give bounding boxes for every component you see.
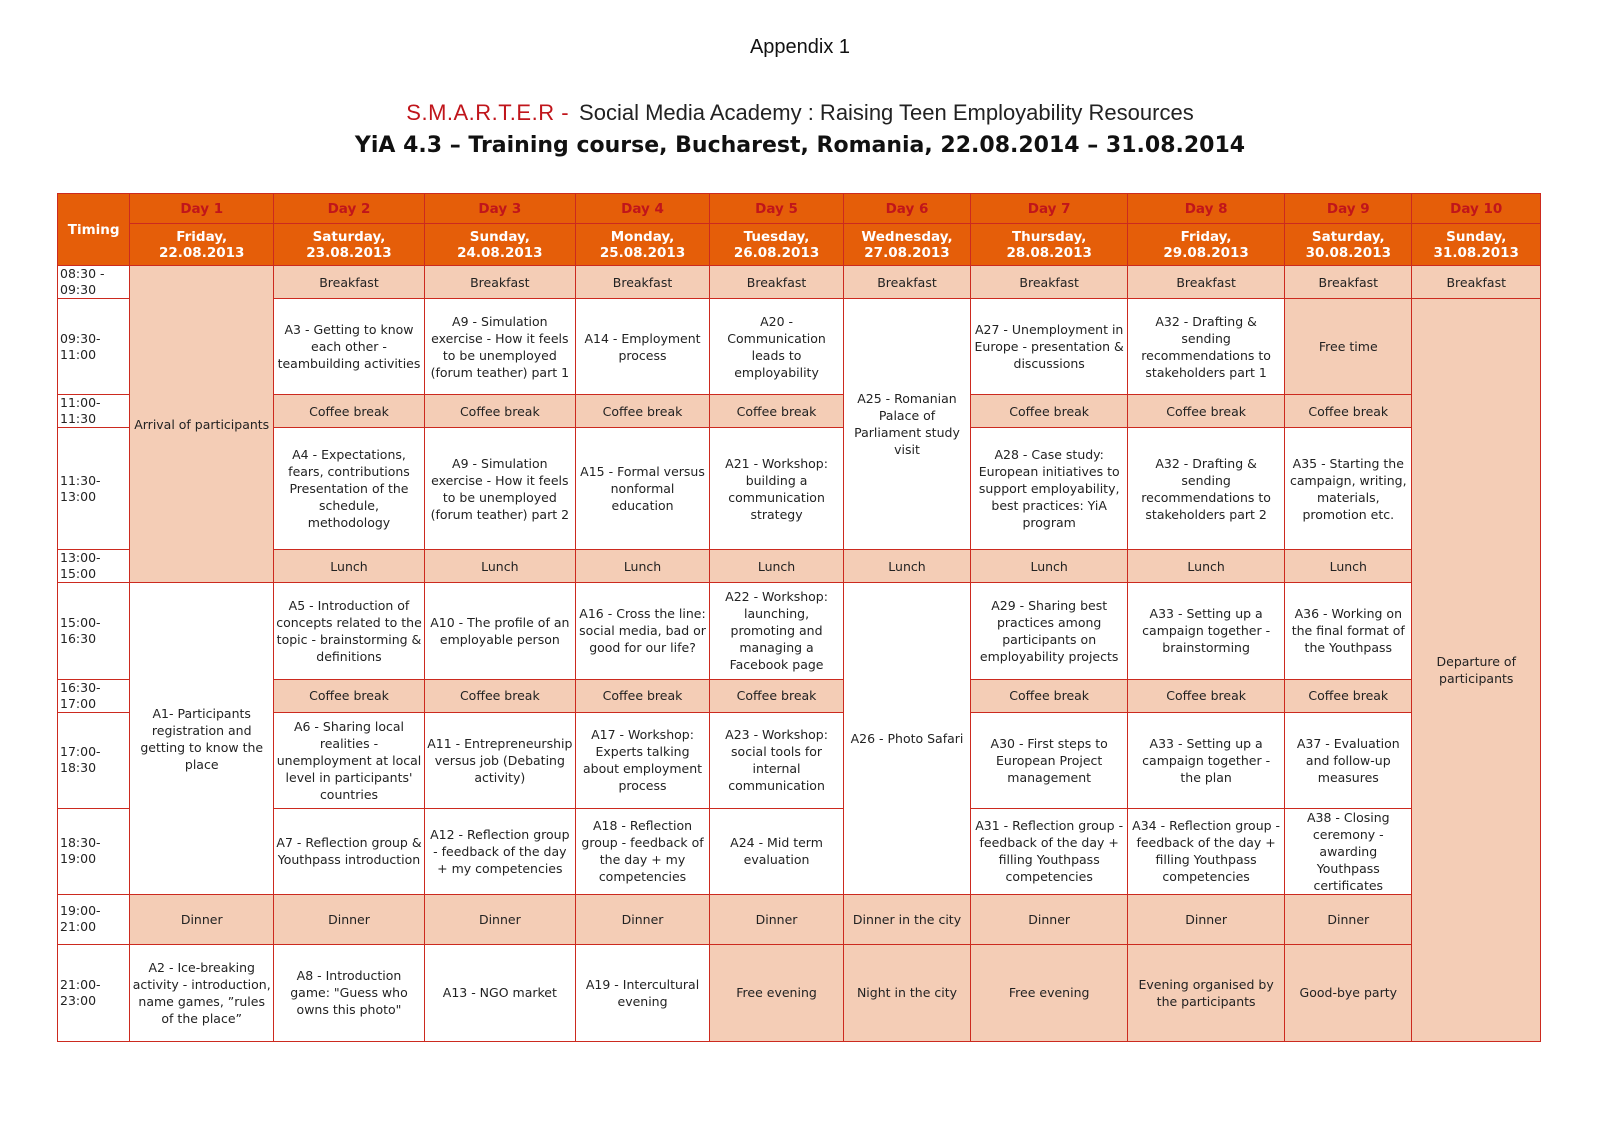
date: 30.08.2013 [1305, 244, 1391, 261]
breakfast-cell: Breakfast [971, 266, 1128, 299]
dinner-cell: Dinner [575, 894, 710, 944]
weekday: Thursday, [1011, 228, 1087, 245]
activity-cell-arrival: Arrival of participants [130, 266, 274, 583]
activity-cell: A15 - Formal versus nonformal education [575, 428, 710, 550]
day-header: Day 9 [1285, 194, 1412, 224]
activity-cell: A9 - Simulation exercise - How it feels to be unemployed (forum teather) part 1 [424, 299, 575, 395]
time-slot: 11:00- 11:30 [58, 395, 130, 428]
time-slot: 17:00- 18:30 [58, 712, 130, 808]
time-slot: 21:00- 23:00 [58, 944, 130, 1041]
time-slot: 08:30 - 09:30 [58, 266, 130, 299]
breakfast-cell: Breakfast [1412, 266, 1541, 299]
activity-cell: A23 - Workshop: social tools for internal communication [710, 712, 844, 808]
activity-cell: A10 - The profile of an employable person [424, 583, 575, 679]
activity-cell: A5 - Introduction of concepts related to the topic - brainstorming & definitions [274, 583, 425, 679]
activity-cell: A22 - Workshop: launching, promoting and managing a Facebook page [710, 583, 844, 679]
dinner-cell: Dinner [1285, 894, 1412, 944]
activity-cell-departure: Departure of participants [1412, 299, 1541, 1042]
day-header: Day 5 [710, 194, 844, 224]
header-row-dates [58, 224, 1541, 266]
lunch-cell: Lunch [710, 550, 844, 583]
lunch-cell: Lunch [424, 550, 575, 583]
activity-cell: A12 - Reflection group - feedback of the day + my competencies [424, 808, 575, 894]
date: 26.08.2013 [733, 244, 820, 261]
date-header [424, 224, 575, 266]
activity-cell: Good-bye party [1285, 944, 1412, 1041]
coffee-break-cell: Coffee break [575, 679, 710, 712]
lunch-cell: Lunch [1128, 550, 1285, 583]
activity-cell: A3 - Getting to know each other - teambuilding activities [274, 299, 425, 395]
activity-cell: Free evening [710, 944, 844, 1041]
breakfast-cell: Breakfast [710, 266, 844, 299]
dinner-cell: Dinner [971, 894, 1128, 944]
date-header [710, 224, 844, 266]
time-slot: 19:00- 21:00 [58, 894, 130, 944]
date-header [575, 224, 710, 266]
activity-cell: A19 - Intercultural evening [575, 944, 710, 1041]
breakfast-cell: Breakfast [1285, 266, 1412, 299]
activity-cell: A29 - Sharing best practices among participants on employability projects [971, 583, 1128, 679]
weekday: Wednesday, [861, 228, 953, 245]
coffee-break-cell: Coffee break [274, 395, 425, 428]
weekday: Monday, [610, 228, 675, 245]
coffee-break-cell: Coffee break [274, 679, 425, 712]
weekday: Saturday, [312, 228, 386, 245]
coffee-break-cell: Coffee break [575, 395, 710, 428]
date: 25.08.2013 [599, 244, 686, 261]
time-slot: 13:00- 15:00 [58, 550, 130, 583]
activity-cell: A14 - Employment process [575, 299, 710, 395]
activity-cell: A25 - Romanian Palace of Parliament study visit [843, 299, 970, 550]
course-name: Social Media Academy : Raising Teen Employability Resources [579, 100, 1194, 125]
coffee-break-cell: Coffee break [971, 679, 1128, 712]
weekday: Friday, [176, 228, 228, 245]
activity-cell: A35 - Starting the campaign, writing, materials, promotion etc. [1285, 428, 1412, 550]
day-header: Day 7 [971, 194, 1128, 224]
breakfast-cell: Breakfast [575, 266, 710, 299]
date: 23.08.2013 [306, 244, 392, 261]
activity-cell: A8 - Introduction game: "Guess who owns this photo" [274, 944, 425, 1041]
date-header [971, 224, 1128, 266]
schedule-row [58, 583, 1541, 679]
course-title [0, 100, 1600, 126]
lunch-cell: Lunch [843, 550, 970, 583]
activity-cell: A27 - Unemployment in Europe - presentation & discussions [971, 299, 1128, 395]
date: 27.08.2013 [864, 244, 950, 261]
coffee-break-cell: Coffee break [971, 395, 1128, 428]
activity-cell: A37 - Evaluation and follow-up measures [1285, 712, 1412, 808]
coffee-break-cell: Coffee break [424, 395, 575, 428]
lunch-cell: Lunch [575, 550, 710, 583]
schedule-row [58, 395, 1541, 428]
date-header [274, 224, 425, 266]
activity-cell: A18 - Reflection group - feedback of the day + my competencies [575, 808, 710, 894]
coffee-break-cell: Coffee break [1285, 395, 1412, 428]
schedule-row [58, 894, 1541, 944]
activity-cell: A7 - Reflection group & Youthpass introduction [274, 808, 425, 894]
activity-cell: A32 - Drafting & sending recommendations to stakeholders part 2 [1128, 428, 1285, 550]
activity-cell: Free evening [971, 944, 1128, 1041]
lunch-cell: Lunch [1285, 550, 1412, 583]
activity-cell: A32 - Drafting & sending recommendations to stakeholders part 1 [1128, 299, 1285, 395]
date-header [1285, 224, 1412, 266]
day-header: Day 2 [274, 194, 425, 224]
activity-cell: A13 - NGO market [424, 944, 575, 1041]
breakfast-cell: Breakfast [274, 266, 425, 299]
schedule-table [57, 193, 1541, 1042]
coffee-break-cell: Coffee break [1128, 395, 1285, 428]
dinner-cell: Dinner [130, 894, 274, 944]
date: 28.08.2013 [1006, 244, 1092, 261]
coffee-break-cell: Coffee break [710, 679, 844, 712]
weekday: Tuesday, [743, 228, 810, 245]
dinner-cell: Dinner [274, 894, 425, 944]
date-header [130, 224, 274, 266]
dinner-cell: Dinner [424, 894, 575, 944]
activity-cell: A21 - Workshop: building a communication strategy [710, 428, 844, 550]
activity-cell: A1- Participants registration and getting to know the place [130, 583, 274, 894]
activity-cell: A24 - Mid term evaluation [710, 808, 844, 894]
activity-cell: A4 - Expectations, fears, contributions Presentation of the schedule, methodology [274, 428, 425, 550]
course-subtitle: YiA 4.3 – Training course, Bucharest, Romania, 22.08.2014 – 31.08.2014 [354, 133, 1246, 158]
weekday: Saturday, [1311, 228, 1385, 245]
breakfast-cell: Breakfast [424, 266, 575, 299]
coffee-break-cell: Coffee break [1128, 679, 1285, 712]
day-header: Day 3 [424, 194, 575, 224]
activity-cell: A30 - First steps to European Project management [971, 712, 1128, 808]
activity-cell: A17 - Workshop: Experts talking about employment process [575, 712, 710, 808]
activity-cell: A2 - Ice-breaking activity - introduction, name games, ”rules of the place” [130, 944, 274, 1041]
dinner-cell: Dinner [710, 894, 844, 944]
activity-cell: A36 - Working on the final format of the Youthpass [1285, 583, 1412, 679]
appendix-label: Appendix 1 [749, 36, 851, 58]
date: 22.08.2013 [159, 244, 245, 261]
course-acronym: S.M.A.R.T.E.R - [406, 100, 570, 125]
day-header: Day 6 [843, 194, 970, 224]
lunch-cell: Lunch [274, 550, 425, 583]
coffee-break-cell: Coffee break [710, 395, 844, 428]
date-header [843, 224, 970, 266]
day-header: Day 1 [130, 194, 274, 224]
activity-cell: A11 - Entrepreneurship versus job (Debating activity) [424, 712, 575, 808]
time-slot: 11:30- 13:00 [58, 428, 130, 550]
day-header: Day 4 [575, 194, 710, 224]
date: 24.08.2013 [457, 244, 543, 261]
schedule-row [58, 299, 1541, 395]
activity-cell: A34 - Reflection group - feedback of the day + filling Youthpass competencies [1128, 808, 1285, 894]
activity-cell: A33 - Setting up a campaign together - the plan [1128, 712, 1285, 808]
schedule-row [58, 550, 1541, 583]
activity-cell: A26 - Photo Safari [843, 583, 970, 894]
schedule-row [58, 808, 1541, 894]
activity-cell: A38 - Closing ceremony - awarding Youthpass certificates [1285, 808, 1412, 894]
weekday: Sunday, [1446, 228, 1507, 245]
time-slot: 09:30- 11:00 [58, 299, 130, 395]
activity-cell: A31 - Reflection group - feedback of the day + filling Youthpass competencies [971, 808, 1128, 894]
schedule-row [58, 944, 1541, 1041]
schedule-row [58, 712, 1541, 808]
activity-cell: Night in the city [843, 944, 970, 1041]
schedule-row [58, 679, 1541, 712]
header-row-days [58, 194, 1541, 224]
activity-cell: Evening organised by the participants [1128, 944, 1285, 1041]
activity-cell: A33 - Setting up a campaign together - brainstorming [1128, 583, 1285, 679]
coffee-break-cell: Coffee break [424, 679, 575, 712]
date: 29.08.2013 [1163, 244, 1249, 261]
activity-cell: A16 - Cross the line: social media, bad or good for our life? [575, 583, 710, 679]
dinner-cell: Dinner [1128, 894, 1285, 944]
weekday: Friday, [1180, 228, 1232, 245]
breakfast-cell: Breakfast [843, 266, 970, 299]
time-slot: 18:30- 19:00 [58, 808, 130, 894]
timing-header: Timing [58, 194, 130, 266]
day-header: Day 8 [1128, 194, 1285, 224]
time-slot: 15:00- 16:30 [58, 583, 130, 679]
weekday: Sunday, [469, 228, 530, 245]
coffee-break-cell: Coffee break [1285, 679, 1412, 712]
date: 31.08.2013 [1433, 244, 1519, 261]
lunch-cell: Lunch [971, 550, 1128, 583]
schedule-row [58, 428, 1541, 550]
time-slot: 16:30- 17:00 [58, 679, 130, 712]
schedule-row [58, 266, 1541, 299]
breakfast-cell: Breakfast [1128, 266, 1285, 299]
day-header: Day 10 [1412, 194, 1541, 224]
activity-cell: Free time [1285, 299, 1412, 395]
activity-cell: A28 - Case study: European initiatives to support employability, best practices: YiA program [971, 428, 1128, 550]
activity-cell: A20 - Communication leads to employability [710, 299, 844, 395]
activity-cell: A6 - Sharing local realities - unemployment at local level in participants' countries [274, 712, 425, 808]
dinner-cell: Dinner in the city [843, 894, 970, 944]
date-header [1412, 224, 1541, 266]
date-header [1128, 224, 1285, 266]
activity-cell: A9 - Simulation exercise - How it feels to be unemployed (forum teather) part 2 [424, 428, 575, 550]
